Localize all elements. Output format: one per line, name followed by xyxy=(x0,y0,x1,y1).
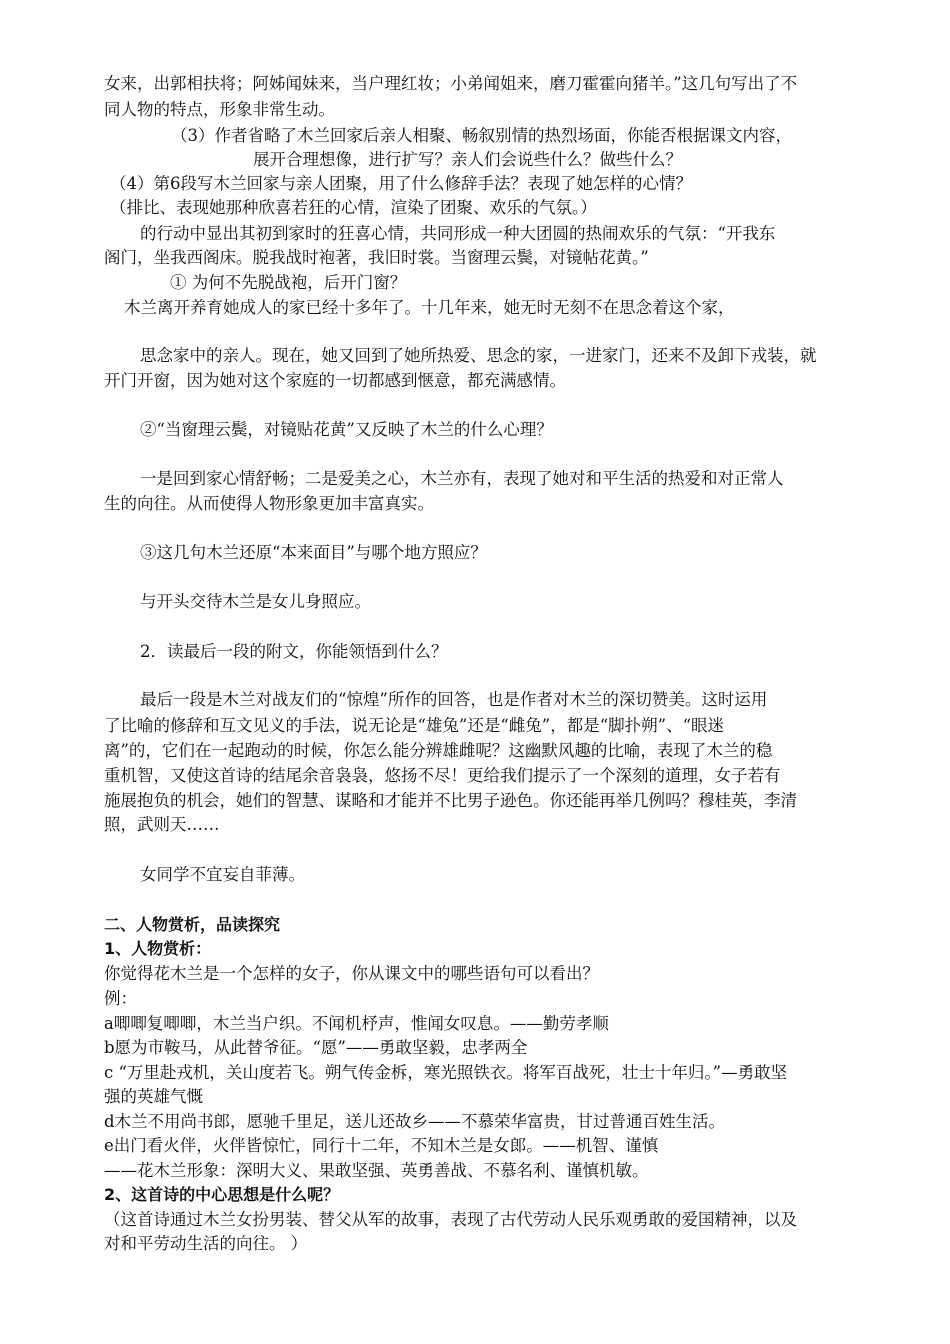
text-line: 开门开窗，因为她对这个家庭的一切都感到惬意，都充满感情。 xyxy=(104,371,566,390)
text-line: 一是回到家心情舒畅；二是爱美之心，木兰亦有，表现了她对和平生活的热爱和对正常人 xyxy=(140,469,784,488)
text-line: a唧唧复唧唧，木兰当户织。不闻机杼声，惟闻女叹息。——勤劳孝顺 xyxy=(104,1014,609,1033)
section-heading: 二、人物赏析，品读探究 xyxy=(104,915,281,934)
text-line: 展开合理想像，进行扩写？亲人们会说些什么？做些什么？ xyxy=(253,150,682,169)
text-line: b愿为市鞍马，从此替爷征。“愿”——勇敢坚毅，忠孝两全 xyxy=(104,1038,528,1057)
text-line: 与开头交待木兰是女儿身照应。 xyxy=(140,592,371,611)
text-line: 木兰离开养育她成人的家已经十多年了。十几年来，她无时无刻不在思念着这个家， xyxy=(124,298,735,317)
text-line: 生的向往。从而使得人物形象更加丰富真实。 xyxy=(104,494,434,513)
text-line: （这首诗通过木兰女扮男装、替父从军的故事，表现了古代劳动人民乐观勇敢的爱国精神，以及 xyxy=(104,1210,797,1229)
text-line: 照，武则天…… xyxy=(104,815,220,834)
text-line: 2．读最后一段的附文，你能领悟到什么？ xyxy=(140,642,448,661)
text-line: 施展抱负的机会，她们的智慧、谋略和才能并不比男子逊色。你还能再举几例吗？穆桂英，李清 xyxy=(104,791,797,810)
text-line: 对和平劳动生活的向往。 ） xyxy=(104,1234,308,1253)
text-line: （排比、表现她那种欣喜若狂的心情，渲染了团聚、欢乐的气氛。） xyxy=(110,198,597,217)
text-line: 的行动中显出其初到家时的狂喜心情，共同形成一种大团圆的热闹欢乐的气氛：“开我东 xyxy=(140,224,776,243)
text-line: ②“当窗理云鬓，对镜贴花黄”又反映了木兰的什么心理？ xyxy=(140,420,553,439)
subsection-heading: 1、人物赏析： xyxy=(104,939,212,958)
text-line: e出门看火伴，火伴皆惊忙，同行十二年，不知木兰是女郎。——机智、谨慎 xyxy=(104,1136,659,1155)
subsection-heading: 2、这首诗的中心思想是什么呢？ xyxy=(104,1185,340,1204)
text-line: 例： xyxy=(104,989,137,1008)
text-line: 阁门，坐我西阁床。脱我战时袍著，我旧时裳。当窗理云鬓，对镜帖花黄。” xyxy=(104,248,649,267)
text-line: （4）第6段写木兰回家与亲人团聚，用了什么修辞手法？表现了她怎样的心情？ xyxy=(110,174,692,193)
text-line: ① 为何不先脱战袍，后开门窗？ xyxy=(170,273,407,292)
text-line: 思念家中的亲人。现在，她又回到了她所热爱、思念的家，一进家门，还来不及卸下戎装，就 xyxy=(140,346,817,365)
text-line: 重机智，又使这首诗的结尾余音袅袅，悠扬不尽！更给我们提示了一个深刻的道理，女子若有 xyxy=(104,766,781,785)
text-line: 离”的，它们在一起跑动的时候，你怎么能分辨雄雌呢？这幽默风趣的比喻，表现了木兰的稳 xyxy=(104,741,773,760)
text-line: 强的英雄气慨 xyxy=(104,1087,203,1106)
text-line: ③这几句木兰还原“本来面目”与哪个地方照应？ xyxy=(140,543,487,562)
text-line: d木兰不用尚书郎，愿驰千里足，送儿还故乡——不慕荣华富贵，甘过普通百姓生活。 xyxy=(104,1112,726,1131)
text-line: 了比喻的修辞和互文见义的手法，说无论是“雄兔”还是“雌兔”，都是“脚扑朔”、“眼迷 xyxy=(104,716,725,735)
text-line: c “万里赴戎机，关山度若飞。朔气传金柝，寒光照铁衣。将军百战死，壮士十年归。”—勇敢坚 xyxy=(104,1063,788,1082)
text-line: 女来，出郭相扶将；阿姊闻妹来，当户理红妆；小弟闻姐来，磨刀霍霍向猪羊。”这几句写出了不 xyxy=(104,74,798,93)
text-line: 女同学不宜妄自菲薄。 xyxy=(140,865,305,884)
text-line: 最后一段是木兰对战友们的“惊煌”所作的回答，也是作者对木兰的深切赞美。这时运用 xyxy=(140,690,768,709)
text-line: ——花木兰形象：深明大义、果敢坚强、英勇善战、不慕名利、谨慎机敏。 xyxy=(104,1161,649,1180)
text-line: （3）作者省略了木兰回家后亲人相聚、畅叙别情的热烈场面，你能否根据课文内容， xyxy=(171,126,792,145)
text-line: 同人物的特点，形象非常生动。 xyxy=(104,100,335,119)
text-line: 你觉得花木兰是一个怎样的女子，你从课文中的哪些语句可以看出？ xyxy=(104,964,599,983)
